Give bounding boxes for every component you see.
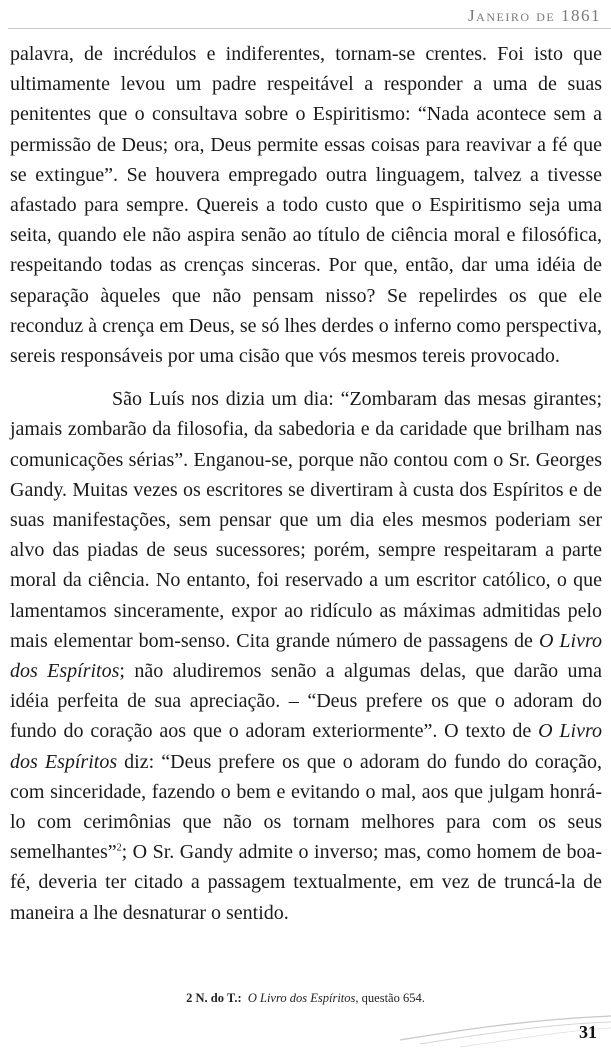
paragraph-2-part-1: São Luís nos dizia um dia: “Zombaram das mesas girantes; jamais zombarão da filosofia, da sabedoria e da caridade que brilham nas comunicações sérias”. Enganou-se, porque não contou com o Sr. Georges Gandy. Muitas vezes os escritores se divertiram à custa dos Espíritos e de suas manifestações, sem pensar que um dia eles mesmos poderiam ser alvo das piadas de seus sucessores; porém, sempre respeitaram a parte moral da ciência. No entanto, foi reservado a um escritor católico, o que lamentamos sinceramente, expor ao ridículo as máximas admitidas pelo mais elementar bom-senso. Cita grande número de passagens de — [10, 388, 602, 652]
running-header: Janeiro de 1861 — [468, 6, 601, 25]
book-title-reference: O Livro dos Espíritos — [10, 629, 603, 683]
paragraph-1: palavra, de incrédulos e indiferentes, tornam-se crentes. Foi isto que ultimamente levou um padre respeitável a responder a uma de suas penitentes que o consultava sobre o Espiritismo: “Nada acontece sem a permissão de Deus; ora, Deus permite essas coisas para reavivar a fé que se extingue”. Se houvera empregado outra linguagem, talvez a tivesse afastado para sempre. Quereis a todo custo que o Espiritismo seja uma seita, quando ele não aspira senão ao título de ciência moral e filosófica, respeitando todas as crenças sinceras. Por que, então, dar uma idéia de separação àqueles que não pensam nisso? Se repelirdes os que ele reconduz à crença em Deus, se só lhes derdes o inferno como perspectiva, sereis responsáveis por uma cisão que vós mesmos tereis provocado. — [10, 43, 602, 368]
book-title-reference: O Livro dos Espíritos — [10, 720, 602, 773]
page-number: 31 — [579, 1022, 597, 1042]
paragraph-2 — [10, 384, 602, 928]
body-text — [10, 39, 602, 928]
footnote-book-title: O Livro dos Espíritos — [247, 991, 356, 1005]
paragraph-2-part-2: ; não aludiremos senão a algumas delas, que darão uma idéia perfeita de sua apreciação. – “Deus prefere os que o adoram do fundo do coração aos que o adoram exteriormente”. O texto de — [10, 660, 602, 743]
footnote-reference[interactable]: 2 — [116, 842, 122, 854]
header-rule — [8, 28, 611, 29]
footnote-marker: 2 N. do T.: — [186, 991, 242, 1005]
paragraph-2-part-3: diz: “Deus prefere os que o adoram do fundo do coração, com sinceridade, fazendo o bem e evitando o mal, aos que julgam honrá-lo com cerimônias que não os tornam melhores para com os seus semelhantes” — [10, 750, 602, 864]
paragraph-2-part-4: ; O Sr. Gandy admite o inverso; mas, como homem de boa-fé, deveria ter citado a passagem textualmente, em vez de truncá-la de maneira a lhe desnaturar o sentido. — [10, 841, 602, 924]
footnote-text: , questão 654. — [355, 991, 425, 1005]
footnote — [0, 991, 611, 1006]
